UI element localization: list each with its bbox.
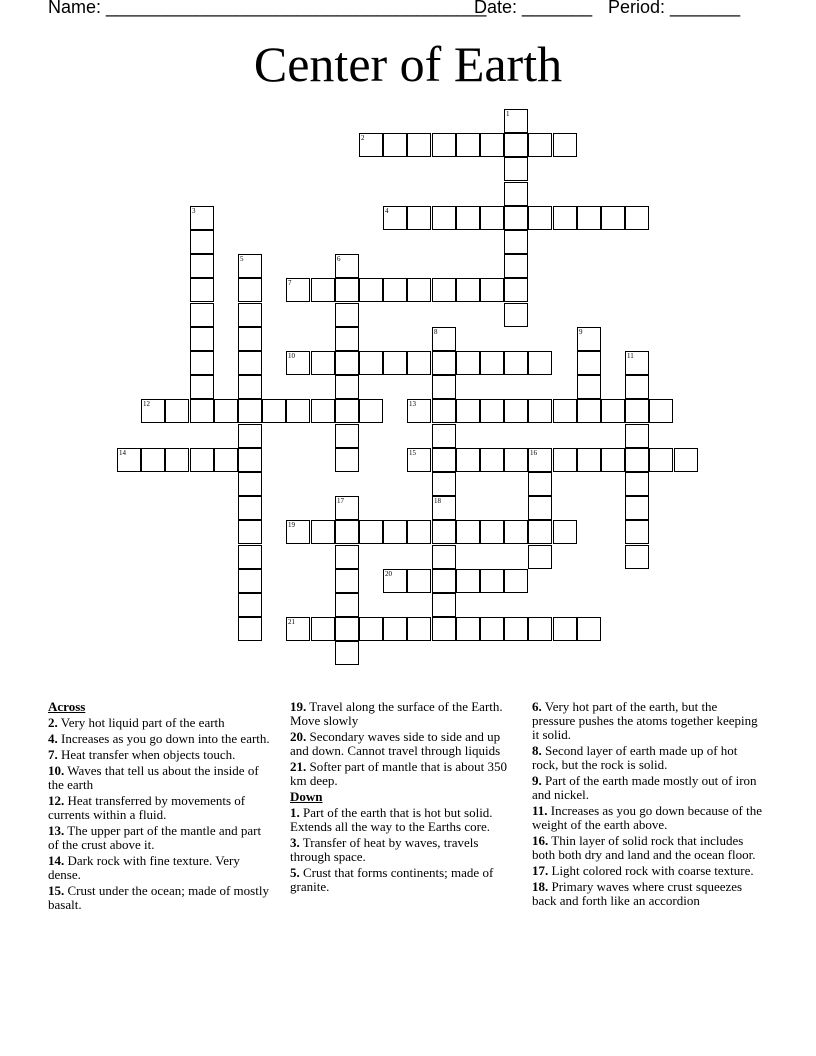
crossword-cell[interactable] bbox=[504, 448, 528, 472]
clue-item bbox=[532, 804, 762, 832]
crossword-cell[interactable] bbox=[238, 472, 262, 496]
clue-number: 18 bbox=[434, 497, 441, 505]
clue-text: Crust that forms continents; made of granite. bbox=[290, 865, 494, 894]
crossword-cell[interactable] bbox=[625, 206, 649, 230]
crossword-cell[interactable] bbox=[456, 448, 480, 472]
clue-text: Secondary waves side to side and up and down. Cannot travel through liquids bbox=[290, 729, 501, 758]
clue-text: Dark rock with fine texture. Very dense. bbox=[48, 853, 240, 882]
crossword-cell[interactable] bbox=[480, 133, 504, 157]
crossword-cell[interactable] bbox=[504, 399, 528, 423]
crossword-cell[interactable] bbox=[407, 399, 431, 423]
crossword-cell[interactable] bbox=[432, 278, 456, 302]
crossword-cell[interactable] bbox=[335, 278, 359, 302]
crossword-cell[interactable] bbox=[553, 399, 577, 423]
crossword-cell[interactable] bbox=[238, 496, 262, 520]
clue-text: Waves that tell us about the inside of the earth bbox=[48, 763, 259, 792]
crossword-cell[interactable] bbox=[286, 617, 310, 641]
crossword-cell[interactable] bbox=[432, 593, 456, 617]
crossword-cell[interactable] bbox=[311, 617, 335, 641]
crossword-cell[interactable] bbox=[674, 448, 698, 472]
clue-text: Part of the earth made mostly out of iron and nickel. bbox=[532, 773, 757, 802]
crossword-cell[interactable] bbox=[190, 351, 214, 375]
crossword-cell[interactable] bbox=[625, 375, 649, 399]
clue-number-label: 19. bbox=[290, 699, 307, 714]
clue-number: 15 bbox=[409, 449, 416, 457]
crossword-cell[interactable] bbox=[190, 448, 214, 472]
crossword-cell[interactable] bbox=[432, 351, 456, 375]
crossword-cell[interactable] bbox=[577, 448, 601, 472]
crossword-cell[interactable] bbox=[335, 496, 359, 520]
crossword-cell[interactable] bbox=[480, 278, 504, 302]
crossword-cell[interactable] bbox=[311, 520, 335, 544]
crossword-cell[interactable] bbox=[577, 327, 601, 351]
crossword-cell[interactable] bbox=[432, 472, 456, 496]
clue-item bbox=[532, 744, 762, 772]
clue-item bbox=[48, 854, 270, 882]
crossword-cell[interactable] bbox=[190, 278, 214, 302]
crossword-cell[interactable] bbox=[625, 448, 649, 472]
crossword-cell[interactable] bbox=[141, 448, 165, 472]
crossword-cell[interactable] bbox=[262, 399, 286, 423]
clues-column-1 bbox=[48, 700, 270, 914]
clue-number-label: 6. bbox=[532, 699, 542, 714]
crossword-cell[interactable] bbox=[528, 472, 552, 496]
crossword-cell[interactable] bbox=[238, 569, 262, 593]
clue-number: 2 bbox=[361, 134, 365, 142]
clue-number-label: 21. bbox=[290, 759, 307, 774]
clue-number: 3 bbox=[192, 207, 196, 215]
clue-number-label: 2. bbox=[48, 715, 58, 730]
crossword-cell[interactable] bbox=[456, 569, 480, 593]
crossword-cell[interactable] bbox=[214, 448, 238, 472]
clues-column-3 bbox=[532, 700, 762, 910]
crossword-cell[interactable] bbox=[432, 327, 456, 351]
crossword-cell[interactable] bbox=[383, 206, 407, 230]
crossword-cell[interactable] bbox=[238, 448, 262, 472]
crossword-cell[interactable] bbox=[335, 520, 359, 544]
clue-number-label: 3. bbox=[290, 835, 300, 850]
crossword-cell[interactable] bbox=[625, 545, 649, 569]
crossword-cell[interactable] bbox=[238, 520, 262, 544]
clue-number-label: 12. bbox=[48, 793, 65, 808]
crossword-cell[interactable] bbox=[504, 109, 528, 133]
crossword-cell[interactable] bbox=[238, 545, 262, 569]
crossword-cell[interactable] bbox=[117, 448, 141, 472]
crossword-cell[interactable] bbox=[359, 278, 383, 302]
crossword-cell[interactable] bbox=[335, 424, 359, 448]
clue-text: Increases as you go down because of the weight of the earth above. bbox=[532, 803, 762, 832]
clue-number: 1 bbox=[506, 110, 510, 118]
clue-text: Primary waves where crust squeezes back and forth like an accordion bbox=[532, 879, 743, 908]
clue-number-label: 14. bbox=[48, 853, 65, 868]
crossword-cell[interactable] bbox=[553, 617, 577, 641]
crossword-cell[interactable] bbox=[286, 399, 310, 423]
crossword-cell[interactable] bbox=[504, 351, 528, 375]
crossword-cell[interactable] bbox=[456, 278, 480, 302]
name-field-label: Name: ______________________________________ bbox=[48, 0, 487, 17]
crossword-cell[interactable] bbox=[311, 278, 335, 302]
clue-number: 7 bbox=[288, 279, 292, 287]
clue-number-label: 1. bbox=[290, 805, 300, 820]
crossword-cell[interactable] bbox=[335, 545, 359, 569]
crossword-cell[interactable] bbox=[577, 375, 601, 399]
crossword-cell[interactable] bbox=[480, 569, 504, 593]
crossword-cell[interactable] bbox=[359, 351, 383, 375]
clue-text: Heat transfer when objects touch. bbox=[57, 747, 236, 762]
clue-text: Second layer of earth made up of hot rock, but the rock is solid. bbox=[532, 743, 738, 772]
clue-number-label: 20. bbox=[290, 729, 307, 744]
clue-number: 16 bbox=[530, 449, 537, 457]
crossword-cell[interactable] bbox=[190, 303, 214, 327]
clue-number-label: 11. bbox=[532, 803, 548, 818]
crossword-cell[interactable] bbox=[480, 351, 504, 375]
crossword-cell[interactable] bbox=[407, 569, 431, 593]
crossword-cell[interactable] bbox=[553, 448, 577, 472]
clue-number-label: 18. bbox=[532, 879, 549, 894]
crossword-cell[interactable] bbox=[577, 351, 601, 375]
crossword-cell[interactable] bbox=[238, 351, 262, 375]
crossword-cell[interactable] bbox=[528, 496, 552, 520]
crossword-cell[interactable] bbox=[238, 254, 262, 278]
crossword-cell[interactable] bbox=[359, 133, 383, 157]
crossword-cell[interactable] bbox=[528, 133, 552, 157]
crossword-cell[interactable] bbox=[625, 496, 649, 520]
clue-text: Softer part of mantle that is about 350 km deep. bbox=[290, 759, 507, 788]
clue-item bbox=[290, 866, 514, 894]
clue-text: Very hot liquid part of the earth bbox=[57, 715, 225, 730]
clue-text: Heat transferred by movements of currents within a fluid. bbox=[48, 793, 246, 822]
crossword-cell[interactable] bbox=[190, 375, 214, 399]
crossword-cell[interactable] bbox=[601, 399, 625, 423]
clue-item bbox=[48, 764, 270, 792]
clue-item bbox=[48, 824, 270, 852]
crossword-cell[interactable] bbox=[528, 351, 552, 375]
crossword-cell[interactable] bbox=[504, 206, 528, 230]
crossword-cell[interactable] bbox=[407, 351, 431, 375]
crossword-cell[interactable] bbox=[480, 617, 504, 641]
clue-item bbox=[290, 806, 514, 834]
crossword-cell[interactable] bbox=[238, 424, 262, 448]
crossword-cell[interactable] bbox=[335, 593, 359, 617]
crossword-cell[interactable] bbox=[577, 617, 601, 641]
clue-number-label: 7. bbox=[48, 747, 58, 762]
crossword-cell[interactable] bbox=[286, 351, 310, 375]
across-heading: Across bbox=[48, 699, 86, 714]
clue-item bbox=[532, 774, 762, 802]
clue-item bbox=[48, 794, 270, 822]
crossword-cell[interactable] bbox=[577, 399, 601, 423]
crossword-cell[interactable] bbox=[625, 472, 649, 496]
clue-number: 9 bbox=[579, 328, 583, 336]
clue-number-label: 13. bbox=[48, 823, 65, 838]
clue-number: 19 bbox=[288, 521, 295, 529]
clue-item bbox=[290, 700, 514, 728]
crossword-cell[interactable] bbox=[165, 448, 189, 472]
crossword-cell[interactable] bbox=[238, 399, 262, 423]
crossword-cell[interactable] bbox=[238, 327, 262, 351]
clue-number-label: 4. bbox=[48, 731, 58, 746]
clue-text: Crust under the ocean; made of mostly basalt. bbox=[48, 883, 269, 912]
crossword-cell[interactable] bbox=[335, 303, 359, 327]
clue-item bbox=[532, 880, 762, 908]
clue-number: 12 bbox=[143, 400, 150, 408]
clue-number: 20 bbox=[385, 570, 392, 578]
crossword-cell[interactable] bbox=[432, 399, 456, 423]
crossword-cell[interactable] bbox=[238, 303, 262, 327]
crossword-cell[interactable] bbox=[504, 182, 528, 206]
crossword-cell[interactable] bbox=[335, 327, 359, 351]
crossword-cell[interactable] bbox=[383, 617, 407, 641]
crossword-cell[interactable] bbox=[528, 617, 552, 641]
clue-text: The upper part of the mantle and part of the crust above it. bbox=[48, 823, 262, 852]
crossword-cell[interactable] bbox=[190, 254, 214, 278]
crossword-cell[interactable] bbox=[335, 375, 359, 399]
crossword-cell[interactable] bbox=[432, 375, 456, 399]
crossword-cell[interactable] bbox=[190, 206, 214, 230]
crossword-cell[interactable] bbox=[649, 399, 673, 423]
crossword-cell[interactable] bbox=[504, 617, 528, 641]
crossword-cell[interactable] bbox=[359, 520, 383, 544]
crossword-cell[interactable] bbox=[359, 617, 383, 641]
clue-text: Light colored rock with coarse texture. bbox=[548, 863, 754, 878]
crossword-cell[interactable] bbox=[553, 133, 577, 157]
crossword-cell[interactable] bbox=[141, 399, 165, 423]
clue-item bbox=[48, 732, 270, 746]
crossword-cell[interactable] bbox=[407, 278, 431, 302]
crossword-cell[interactable] bbox=[335, 641, 359, 665]
crossword-cell[interactable] bbox=[286, 520, 310, 544]
crossword-cell[interactable] bbox=[504, 278, 528, 302]
clue-item bbox=[290, 836, 514, 864]
crossword-cell[interactable] bbox=[383, 569, 407, 593]
crossword-cell[interactable] bbox=[601, 206, 625, 230]
crossword-cell[interactable] bbox=[553, 520, 577, 544]
crossword-cell[interactable] bbox=[577, 206, 601, 230]
crossword-cell[interactable] bbox=[456, 520, 480, 544]
clue-item bbox=[532, 700, 762, 742]
crossword-cell[interactable] bbox=[359, 399, 383, 423]
clue-number: 21 bbox=[288, 618, 295, 626]
crossword-cell[interactable] bbox=[625, 520, 649, 544]
crossword-cell[interactable] bbox=[335, 254, 359, 278]
crossword-cell[interactable] bbox=[601, 448, 625, 472]
crossword-cell[interactable] bbox=[625, 351, 649, 375]
crossword-cell[interactable] bbox=[432, 545, 456, 569]
clue-number: 4 bbox=[385, 207, 389, 215]
crossword-cell[interactable] bbox=[432, 133, 456, 157]
crossword-cell[interactable] bbox=[383, 278, 407, 302]
crossword-cell[interactable] bbox=[407, 206, 431, 230]
clue-text: Travel along the surface of the Earth. Move slowly bbox=[290, 699, 503, 728]
crossword-cell[interactable] bbox=[553, 206, 577, 230]
clue-item bbox=[532, 864, 762, 878]
clue-number: 10 bbox=[288, 352, 295, 360]
crossword-cell[interactable] bbox=[504, 254, 528, 278]
crossword-cell[interactable] bbox=[504, 520, 528, 544]
crossword-cell[interactable] bbox=[286, 278, 310, 302]
clue-item bbox=[48, 884, 270, 912]
crossword-cell[interactable] bbox=[190, 327, 214, 351]
crossword-cell[interactable] bbox=[238, 375, 262, 399]
clue-number: 11 bbox=[627, 352, 634, 360]
crossword-cell[interactable] bbox=[649, 448, 673, 472]
clue-item bbox=[48, 748, 270, 762]
crossword-cell[interactable] bbox=[311, 399, 335, 423]
date-field-label: Date: _______ bbox=[474, 0, 593, 17]
crossword-cell[interactable] bbox=[190, 230, 214, 254]
crossword-cell[interactable] bbox=[214, 399, 238, 423]
crossword-cell[interactable] bbox=[238, 593, 262, 617]
period-field-label: Period: _______ bbox=[608, 0, 741, 17]
crossword-cell[interactable] bbox=[383, 351, 407, 375]
crossword-cell[interactable] bbox=[504, 133, 528, 157]
clue-number-label: 9. bbox=[532, 773, 542, 788]
crossword-cell[interactable] bbox=[528, 520, 552, 544]
clue-number-label: 15. bbox=[48, 883, 65, 898]
crossword-cell[interactable] bbox=[383, 520, 407, 544]
clue-number: 14 bbox=[119, 449, 126, 457]
crossword-cell[interactable] bbox=[504, 303, 528, 327]
crossword-cell[interactable] bbox=[480, 206, 504, 230]
crossword-cell[interactable] bbox=[456, 617, 480, 641]
crossword-cell[interactable] bbox=[432, 569, 456, 593]
clue-number: 5 bbox=[240, 255, 244, 263]
clue-number-label: 5. bbox=[290, 865, 300, 880]
crossword-cell[interactable] bbox=[432, 206, 456, 230]
clue-text: Thin layer of solid rock that includes both both dry and land and the ocean floor. bbox=[532, 833, 756, 862]
crossword-cell[interactable] bbox=[335, 617, 359, 641]
crossword-cell[interactable] bbox=[456, 133, 480, 157]
crossword-cell[interactable] bbox=[625, 424, 649, 448]
clue-item bbox=[290, 730, 514, 758]
crossword-cell[interactable] bbox=[480, 448, 504, 472]
clue-item bbox=[532, 834, 762, 862]
crossword-cell[interactable] bbox=[335, 569, 359, 593]
clue-number: 6 bbox=[337, 255, 341, 263]
crossword-cell[interactable] bbox=[407, 520, 431, 544]
crossword-cell[interactable] bbox=[238, 278, 262, 302]
clue-number-label: 16. bbox=[532, 833, 549, 848]
clue-number-label: 8. bbox=[532, 743, 542, 758]
clue-number: 8 bbox=[434, 328, 438, 336]
crossword-cell[interactable] bbox=[528, 545, 552, 569]
clue-number-label: 10. bbox=[48, 763, 65, 778]
crossword-cell[interactable] bbox=[238, 617, 262, 641]
crossword-cell[interactable] bbox=[407, 617, 431, 641]
crossword-cell[interactable] bbox=[528, 206, 552, 230]
clue-item bbox=[48, 716, 270, 730]
crossword-cell[interactable] bbox=[165, 399, 189, 423]
clue-number: 13 bbox=[409, 400, 416, 408]
crossword-cell[interactable] bbox=[504, 230, 528, 254]
crossword-cell[interactable] bbox=[335, 399, 359, 423]
down-heading: Down bbox=[290, 789, 323, 804]
clue-text: Transfer of heat by waves, travels through space. bbox=[290, 835, 479, 864]
crossword-cell[interactable] bbox=[528, 399, 552, 423]
crossword-cell[interactable] bbox=[432, 617, 456, 641]
crossword-cell[interactable] bbox=[504, 569, 528, 593]
page-title: Center of Earth bbox=[253, 36, 563, 92]
crossword-cell[interactable] bbox=[190, 399, 214, 423]
crossword-cell[interactable] bbox=[432, 496, 456, 520]
crossword-cell[interactable] bbox=[432, 424, 456, 448]
crossword-cell[interactable] bbox=[383, 133, 407, 157]
clue-text: Increases as you go down into the earth. bbox=[57, 731, 270, 746]
crossword-cell[interactable] bbox=[456, 399, 480, 423]
crossword-cell[interactable] bbox=[432, 520, 456, 544]
clue-text: Very hot part of the earth, but the pressure pushes the atoms together keeping it solid. bbox=[532, 699, 758, 742]
clue-number: 17 bbox=[337, 497, 344, 505]
clue-number-label: 17. bbox=[532, 863, 549, 878]
crossword-cell[interactable] bbox=[625, 399, 649, 423]
crossword-cell[interactable] bbox=[528, 448, 552, 472]
crossword-cell[interactable] bbox=[407, 448, 431, 472]
crossword-cell[interactable] bbox=[407, 133, 431, 157]
crossword-cell[interactable] bbox=[456, 351, 480, 375]
clue-item bbox=[290, 760, 514, 788]
crossword-cell[interactable] bbox=[504, 157, 528, 181]
clues-column-2 bbox=[290, 700, 514, 896]
crossword-cell[interactable] bbox=[432, 448, 456, 472]
crossword-cell[interactable] bbox=[311, 351, 335, 375]
crossword-cell[interactable] bbox=[335, 351, 359, 375]
crossword-cell[interactable] bbox=[335, 448, 359, 472]
clue-text: Part of the earth that is hot but solid. Extends all the way to the Earths core. bbox=[290, 805, 493, 834]
crossword-cell[interactable] bbox=[480, 520, 504, 544]
crossword-cell[interactable] bbox=[480, 399, 504, 423]
crossword-cell[interactable] bbox=[456, 206, 480, 230]
